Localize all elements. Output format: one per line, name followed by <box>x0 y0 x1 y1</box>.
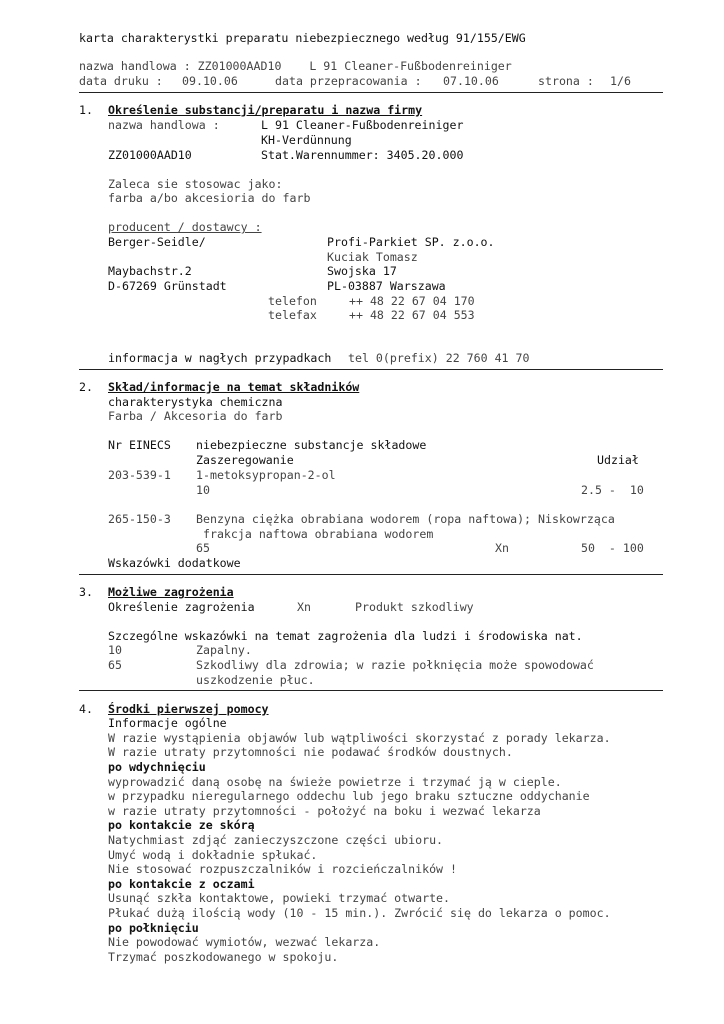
paragraph: Trzymać poszkodowanego w spokoju. <box>108 950 339 964</box>
col-substances: niebezpieczne substancje składowe <box>196 438 427 452</box>
paragraph: w przypadku nieregularnego oddechu lub jego braku sztuczne oddychanie <box>108 789 590 803</box>
supplier-city: PL-03887 Warszawa <box>327 279 446 293</box>
page-number: 1/6 <box>610 74 631 88</box>
paragraph: W razie wystąpienia objawów lub wątpliwości skorzystać z porady lekarza. <box>108 731 611 745</box>
subheading-skin: po kontakcie ze skórą <box>108 818 255 832</box>
hazard-label: Określenie zagrożenia <box>108 600 255 614</box>
paragraph: Usunąć szkła kontaktowe, powieki trzymać otwarte. <box>108 891 451 905</box>
section-number: 4. <box>79 702 93 716</box>
document-title: karta charakterystki preparatu niebezpiecznego według 91/155/EWG <box>79 31 526 45</box>
trade-name-label: nazwa handlowa : <box>108 118 220 132</box>
subheading-eyes: po kontakcie z oczami <box>108 877 255 891</box>
section-number: 1. <box>79 103 93 117</box>
paragraph: Natychmiast zdjąć zanieczyszczone części ubioru. <box>108 833 444 847</box>
table-row-share: 50 - 100 <box>581 541 644 555</box>
section-number: 2. <box>79 380 93 394</box>
divider <box>79 690 663 691</box>
paragraph: Płukać dużą ilością wody (10 - 15 min.). Zwrócić się do lekarza o pomoc. <box>108 906 611 920</box>
additional-notes: Wskazówki dodatkowe <box>108 556 241 570</box>
print-date: 09.10.06 <box>182 74 238 88</box>
use-value: farba a/bo akcesioria do farb <box>108 191 311 205</box>
section-title: Skład/informacje na temat składników <box>108 380 360 394</box>
supplier-person: Kuciak Tomasz <box>327 250 418 264</box>
r-phrase-text-cont: uszkodzenie płuc. <box>196 673 315 687</box>
stat-number: Stat.Warennummer: 3405.20.000 <box>261 148 464 162</box>
divider <box>79 369 663 370</box>
hazard-symbol: Xn <box>297 600 311 614</box>
trade-name-value: L 91 Cleaner-Fußbodenreiniger <box>261 118 464 132</box>
subheading-general: Informacje ogólne <box>108 716 227 730</box>
chem-char-label: charakterystyka chemiczna <box>108 395 283 409</box>
chem-char-value: Farba / Akcesoria do farb <box>108 409 283 423</box>
use-label: Zaleca sie stosowac jako: <box>108 177 283 191</box>
section-title: Możliwe zagrożenia <box>108 585 234 599</box>
paragraph: W razie utraty przytomności nie podawać środków doustnych. <box>108 745 513 759</box>
phone-number: ++ 48 22 67 04 170 <box>349 294 475 308</box>
paragraph: w razie utraty przytomności - położyć na boku i wezwać lekarza <box>108 804 541 818</box>
supplier-name: Profi-Parkiet SP. z.o.o. <box>327 235 495 249</box>
special-hazards: Szczególne wskazówki na temat zagrożenia dla ludzi i środowiska nat. <box>108 629 583 643</box>
table-row-name-cont: frakcja naftowa obrabiana wodorem <box>196 527 434 541</box>
producer-street: Maybachstr.2 <box>108 264 192 278</box>
r-phrase-text: Zapalny. <box>196 643 252 657</box>
fax-label: telefax <box>268 308 317 322</box>
producer-label: producent / dostawcy : <box>108 220 262 234</box>
paragraph: wyprowadzić daną osobę na świeże powietrze i trzymać ją w cieple. <box>108 775 562 789</box>
revision-date: 07.10.06 <box>443 74 499 88</box>
table-row-name: Benzyna ciężka obrabiana wodorem (ropa naftowa); Niskowrząca <box>196 512 615 526</box>
fax-number: ++ 48 22 67 04 553 <box>349 308 475 322</box>
supplier-street: Swojska 17 <box>327 264 397 278</box>
paragraph: Nie stosować rozpuszczalników i rozcieńczalników ! <box>108 862 458 876</box>
phone-label: telefon <box>268 294 317 308</box>
trade-name-line: nazwa handlowa : ZZ01000AAD10 L 91 Cleaner-Fußbodenreiniger <box>79 59 512 73</box>
section-number: 3. <box>79 585 93 599</box>
divider <box>79 574 663 575</box>
col-einecs: Nr EINECS <box>108 438 171 452</box>
paragraph: Umyć wodą i dokładnie spłukać. <box>108 848 318 862</box>
divider <box>79 92 663 93</box>
r-phrase-number: 65 <box>108 658 122 672</box>
emergency-label: informacja w nagłych przypadkach <box>108 351 332 365</box>
revision-date-label: data przepracowania : <box>275 74 422 88</box>
emergency-phone: tel 0(prefix) 22 760 41 70 <box>348 351 530 365</box>
col-classification: Zaszeregowanie <box>196 453 294 467</box>
producer-name: Berger-Seidle/ <box>108 235 206 249</box>
table-row-r-phrase: 10 <box>196 483 210 497</box>
product-code: ZZ01000AAD10 <box>108 148 192 162</box>
r-phrase-number: 10 <box>108 643 122 657</box>
producer-city: D-67269 Grünstadt <box>108 279 227 293</box>
subheading-ingestion: po połknięciu <box>108 921 199 935</box>
table-row-name: 1-metoksypropan-2-ol <box>196 468 336 482</box>
col-share: Udział <box>597 453 639 467</box>
table-row-einecs: 265-150-3 <box>108 512 171 526</box>
section-title: Środki pierwszej pomocy <box>108 702 269 716</box>
table-row-symbol: Xn <box>495 541 509 555</box>
table-row-einecs: 203-539-1 <box>108 468 171 482</box>
section-title: Określenie substancji/preparatu i nazwa firmy <box>108 103 423 117</box>
page-label: strona : <box>538 74 594 88</box>
table-row-r-phrase: 65 <box>196 541 210 555</box>
subheading-inhalation: po wdychnięciu <box>108 760 206 774</box>
print-date-label: data druku : <box>79 74 163 88</box>
table-row-share: 2.5 - 10 <box>581 483 644 497</box>
r-phrase-text: Szkodliwy dla zdrowia; w razie połknięcia może spowodować <box>196 658 594 672</box>
hazard-text: Produkt szkodliwy <box>355 600 474 614</box>
paragraph: Nie powodować wymiotów, wezwać lekarza. <box>108 935 381 949</box>
trade-name-value-2: KH-Verdünnung <box>261 133 352 147</box>
